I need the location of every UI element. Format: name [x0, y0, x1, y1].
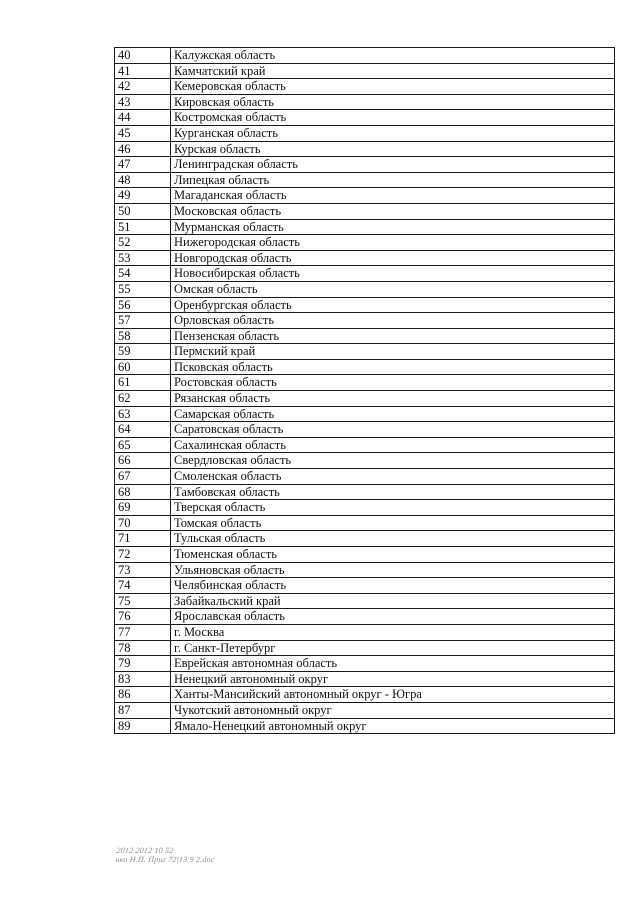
table-row [115, 687, 615, 703]
region-name-cell: Оренбургская область [171, 297, 615, 313]
table-row [115, 125, 615, 141]
table-row [115, 453, 615, 469]
region-code-cell: 87 [115, 702, 171, 718]
table-row [115, 718, 615, 734]
table-row [115, 48, 615, 64]
table-row [115, 250, 615, 266]
table-row [115, 500, 615, 516]
region-name-cell: Ульяновская область [171, 562, 615, 578]
region-name-cell: Камчатский край [171, 63, 615, 79]
region-code-cell: 74 [115, 578, 171, 594]
region-name-cell: Саратовская область [171, 422, 615, 438]
region-code-cell: 78 [115, 640, 171, 656]
region-name-cell: Челябинская область [171, 578, 615, 594]
region-code-cell: 47 [115, 157, 171, 173]
table-row [115, 157, 615, 173]
region-name-cell: Новгородская область [171, 250, 615, 266]
table-row [115, 484, 615, 500]
region-code-cell: 50 [115, 203, 171, 219]
region-code-cell: 63 [115, 406, 171, 422]
table-row [115, 219, 615, 235]
table-row [115, 547, 615, 563]
region-code-cell: 43 [115, 94, 171, 110]
region-code-cell: 56 [115, 297, 171, 313]
table-row [115, 593, 615, 609]
region-code-cell: 68 [115, 484, 171, 500]
region-code-cell: 53 [115, 250, 171, 266]
table-row [115, 281, 615, 297]
region-name-cell: Орловская область [171, 313, 615, 329]
region-name-cell: Рязанская область [171, 391, 615, 407]
table-row [115, 375, 615, 391]
region-name-cell: Ленинградская область [171, 157, 615, 173]
table-row [115, 94, 615, 110]
region-name-cell: Нижегородская область [171, 235, 615, 251]
region-name-cell: Чукотский автономный округ [171, 702, 615, 718]
region-name-cell: Тамбовская область [171, 484, 615, 500]
footer-stamp [115, 846, 216, 864]
table-row [115, 422, 615, 438]
region-name-cell: Новосибирская область [171, 266, 615, 282]
region-code-cell: 64 [115, 422, 171, 438]
region-code-cell: 59 [115, 344, 171, 360]
region-name-cell: Ямало-Ненецкий автономный округ [171, 718, 615, 734]
table-row [115, 188, 615, 204]
region-name-cell: Тульская область [171, 531, 615, 547]
table-row [115, 531, 615, 547]
region-code-cell: 54 [115, 266, 171, 282]
table-row [115, 79, 615, 95]
region-name-cell: Свердловская область [171, 453, 615, 469]
region-name-cell: г. Санкт-Петербург [171, 640, 615, 656]
region-name-cell: Омская область [171, 281, 615, 297]
region-name-cell: Еврейская автономная область [171, 656, 615, 672]
table-row [115, 609, 615, 625]
table-row [115, 469, 615, 485]
region-code-cell: 58 [115, 328, 171, 344]
region-name-cell: Магаданская область [171, 188, 615, 204]
region-code-cell: 40 [115, 48, 171, 64]
region-name-cell: Кировская область [171, 94, 615, 110]
region-code-cell: 66 [115, 453, 171, 469]
region-code-cell: 86 [115, 687, 171, 703]
table-row [115, 297, 615, 313]
table-row [115, 406, 615, 422]
table-row [115, 515, 615, 531]
region-code-cell: 49 [115, 188, 171, 204]
footer-line-1: 2012 2012 10 52 [116, 846, 174, 855]
region-name-cell: Псковская область [171, 359, 615, 375]
region-code-cell: 76 [115, 609, 171, 625]
region-name-cell: Ханты-Мансийский автономный округ - Югра [171, 687, 615, 703]
table-row [115, 359, 615, 375]
table-row [115, 578, 615, 594]
region-code-cell: 48 [115, 172, 171, 188]
region-code-cell: 77 [115, 624, 171, 640]
region-code-cell: 46 [115, 141, 171, 157]
table-row [115, 344, 615, 360]
region-name-cell: Костромская область [171, 110, 615, 126]
table-row [115, 110, 615, 126]
region-name-cell: Забайкальский край [171, 593, 615, 609]
region-code-cell: 79 [115, 656, 171, 672]
region-name-cell: Курская область [171, 141, 615, 157]
region-name-cell: Ненецкий автономный округ [171, 671, 615, 687]
region-name-cell: Пензенская область [171, 328, 615, 344]
table-row [115, 437, 615, 453]
region-code-cell: 83 [115, 671, 171, 687]
region-code-cell: 89 [115, 718, 171, 734]
region-code-cell: 57 [115, 313, 171, 329]
region-name-cell: Смоленская область [171, 469, 615, 485]
region-code-cell: 72 [115, 547, 171, 563]
region-code-cell: 45 [115, 125, 171, 141]
region-code-cell: 70 [115, 515, 171, 531]
region-name-cell: Томская область [171, 515, 615, 531]
table-row [115, 172, 615, 188]
region-code-cell: 60 [115, 359, 171, 375]
region-name-cell: Самарская область [171, 406, 615, 422]
region-code-cell: 51 [115, 219, 171, 235]
footer-line-2: нко Н.П. Приг 72|13 9 2.doc [115, 855, 216, 864]
region-code-cell: 69 [115, 500, 171, 516]
regions-table-body [115, 48, 615, 734]
region-name-cell: Мурманская область [171, 219, 615, 235]
table-row [115, 671, 615, 687]
table-row [115, 63, 615, 79]
region-name-cell: г. Москва [171, 624, 615, 640]
region-name-cell: Ярославская область [171, 609, 615, 625]
region-name-cell: Тверская область [171, 500, 615, 516]
region-code-cell: 67 [115, 469, 171, 485]
region-code-cell: 55 [115, 281, 171, 297]
table-row [115, 313, 615, 329]
region-code-cell: 62 [115, 391, 171, 407]
table-row [115, 141, 615, 157]
region-name-cell: Курганская область [171, 125, 615, 141]
region-code-cell: 75 [115, 593, 171, 609]
table-row [115, 391, 615, 407]
table-row [115, 203, 615, 219]
table-row [115, 266, 615, 282]
region-code-cell: 65 [115, 437, 171, 453]
table-row [115, 656, 615, 672]
region-code-cell: 73 [115, 562, 171, 578]
table-row [115, 562, 615, 578]
table-row [115, 235, 615, 251]
region-name-cell: Тюменская область [171, 547, 615, 563]
table-row [115, 328, 615, 344]
region-name-cell: Калужская область [171, 48, 615, 64]
table-row [115, 624, 615, 640]
region-code-cell: 42 [115, 79, 171, 95]
table-row [115, 702, 615, 718]
region-code-cell: 44 [115, 110, 171, 126]
region-name-cell: Ростовская область [171, 375, 615, 391]
region-name-cell: Московская область [171, 203, 615, 219]
region-name-cell: Липецкая область [171, 172, 615, 188]
region-name-cell: Сахалинская область [171, 437, 615, 453]
table-row [115, 640, 615, 656]
region-code-cell: 61 [115, 375, 171, 391]
region-name-cell: Кемеровская область [171, 79, 615, 95]
regions-table [114, 47, 615, 734]
region-code-cell: 52 [115, 235, 171, 251]
region-name-cell: Пермский край [171, 344, 615, 360]
region-code-cell: 71 [115, 531, 171, 547]
region-code-cell: 41 [115, 63, 171, 79]
